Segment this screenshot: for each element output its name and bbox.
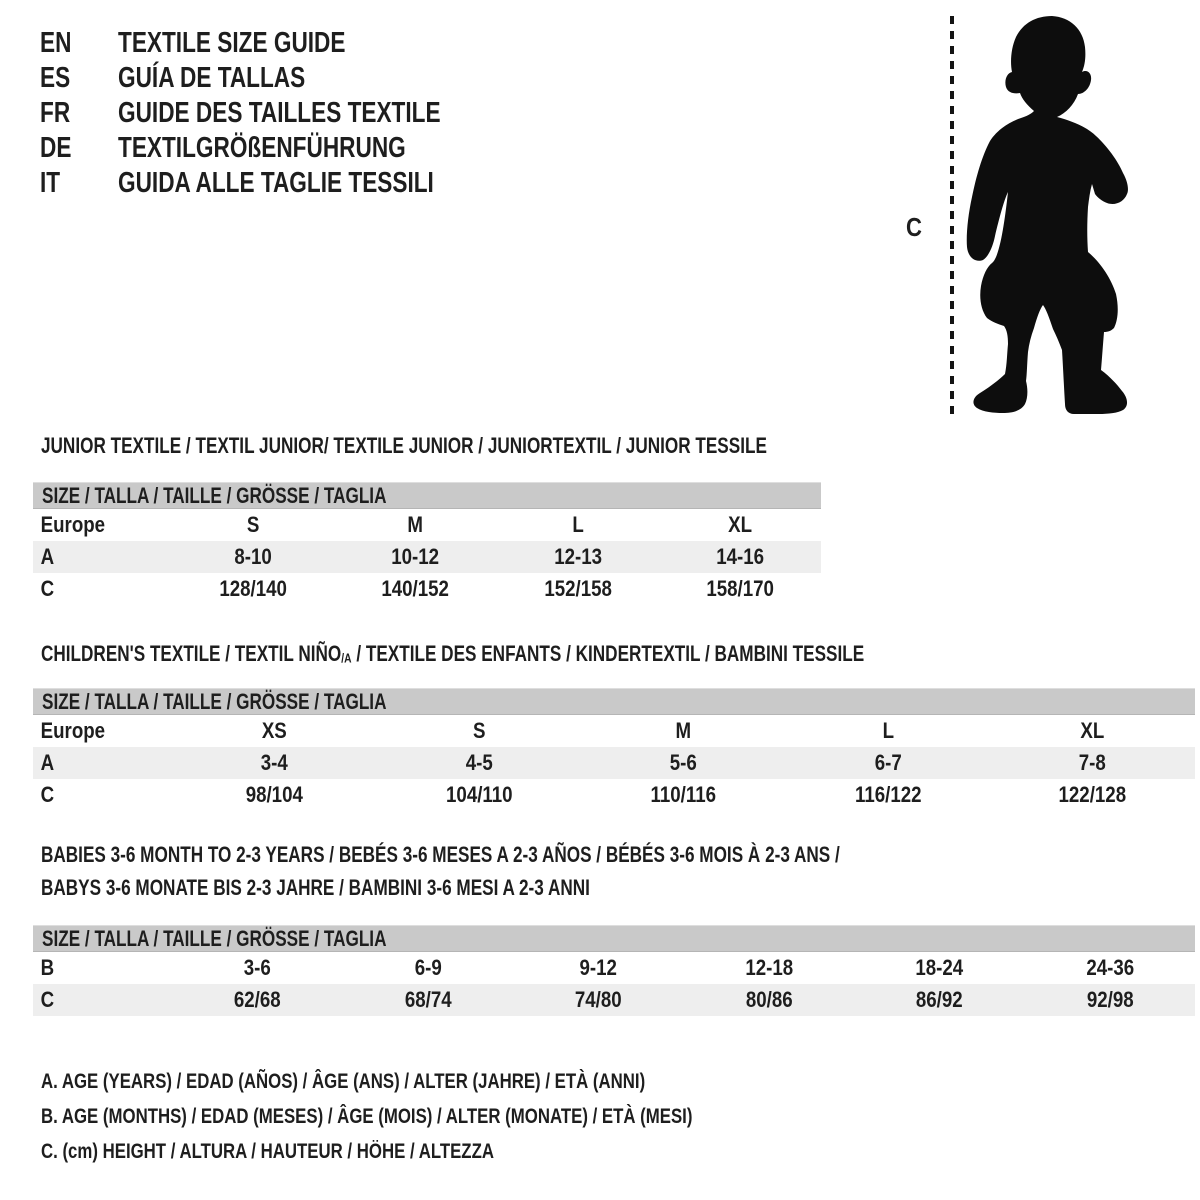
table-body <box>33 715 1195 811</box>
table-cell: 80/86 <box>745 987 793 1012</box>
table-cell: 104/110 <box>445 782 513 807</box>
table-cell: 24-36 <box>1085 955 1134 980</box>
height-measure-dashed-line <box>950 16 954 414</box>
title-subscript: /A <box>341 650 352 666</box>
table-cell: S <box>472 718 486 743</box>
table-cell: 140/152 <box>381 576 450 601</box>
table-cell: 4-5 <box>465 750 493 775</box>
table-cell: L <box>571 512 584 537</box>
table-cell: 6-9 <box>414 955 442 980</box>
table-cell: 12-18 <box>744 955 793 980</box>
row-label: Europe <box>40 718 106 743</box>
children-section-title <box>41 642 1096 671</box>
table-cell: 7-8 <box>1079 750 1107 775</box>
babies-section-title-line2 <box>41 876 745 900</box>
language-code: EN <box>40 27 72 59</box>
legend-text: B. AGE (MONTHS) / EDAD (MESES) / ÂGE (MOIS) / ALTER (MONATE) / ETÀ (MESI) <box>41 1105 693 1128</box>
table-cell: 3-4 <box>260 750 288 775</box>
table-cell: 6-7 <box>874 750 902 775</box>
row-label: A <box>40 750 55 775</box>
table-cell: 98/104 <box>245 782 303 807</box>
table-cell: 12-13 <box>553 544 602 569</box>
table-row <box>33 747 1195 779</box>
table-cell: 14-16 <box>715 544 764 569</box>
row-label: C <box>40 576 55 601</box>
table-cell: 152/158 <box>543 576 612 601</box>
height-c-label: C <box>906 212 922 242</box>
section-title-text <box>41 642 864 671</box>
toddler-silhouette-icon <box>956 14 1138 420</box>
language-title-list <box>40 26 532 201</box>
language-row <box>40 131 532 166</box>
table-cell: 10-12 <box>391 544 440 569</box>
row-label: Europe <box>40 512 106 537</box>
table-cell: XS <box>261 718 287 743</box>
table-body <box>33 952 1195 1016</box>
table-cell: L <box>882 718 894 743</box>
junior-size-table <box>33 482 821 605</box>
table-cell: 158/170 <box>706 576 774 601</box>
table-row <box>33 779 1195 811</box>
table-row <box>33 573 821 605</box>
language-title: GUIDA ALLE TAGLIE TESSILI <box>118 167 434 199</box>
table-cell: 3-6 <box>243 955 271 980</box>
table-cell: 86/92 <box>915 987 963 1012</box>
table-cell: 68/74 <box>404 987 452 1012</box>
junior-section-title <box>41 434 972 458</box>
babies-size-table <box>33 925 1195 1016</box>
row-label: C <box>40 782 55 807</box>
size-header-bar <box>33 688 1195 715</box>
table-row <box>33 715 1195 747</box>
table-body <box>33 509 821 605</box>
table-cell: 18-24 <box>915 955 964 980</box>
table-cell: 128/140 <box>219 576 287 601</box>
size-header-text: SIZE / TALLA / TAILLE / GRÖSSE / TAGLIA <box>42 925 387 951</box>
table-cell: XL <box>1080 718 1105 743</box>
table-cell: XL <box>727 512 752 537</box>
language-code: DE <box>40 132 72 164</box>
language-title: TEXTILE SIZE GUIDE <box>118 27 346 59</box>
language-row <box>40 26 532 61</box>
row-label: C <box>40 987 55 1012</box>
language-code: ES <box>40 62 71 94</box>
title-part: / TEXTILE DES ENFANTS / KINDERTEXTIL / BAMBINI TESSILE <box>351 641 865 666</box>
language-row <box>40 96 532 131</box>
legend-line-a <box>41 1070 796 1094</box>
babies-section-title-line1 <box>41 843 1065 867</box>
language-row <box>40 166 532 201</box>
table-cell: 92/98 <box>1086 987 1134 1012</box>
language-title: GUIDE DES TAILLES TEXTILE <box>118 97 441 129</box>
height-figure <box>890 0 1200 430</box>
title-part: CHILDREN'S TEXTILE / TEXTIL NIÑO <box>41 641 342 666</box>
legend-line-b <box>41 1105 855 1129</box>
language-title: GUÍA DE TALLAS <box>118 62 306 94</box>
size-header-text: SIZE / TALLA / TAILLE / GRÖSSE / TAGLIA <box>42 482 387 508</box>
table-cell: M <box>675 718 692 743</box>
legend-text: A. AGE (YEARS) / EDAD (AÑOS) / ÂGE (ANS) / ALTER (JAHRE) / ETÀ (ANNI) <box>41 1070 646 1093</box>
size-header-text: SIZE / TALLA / TAILLE / GRÖSSE / TAGLIA <box>42 688 387 714</box>
table-cell: S <box>246 512 260 537</box>
table-cell: 74/80 <box>574 987 622 1012</box>
table-cell: 62/68 <box>233 987 281 1012</box>
table-row <box>33 952 1195 984</box>
section-title-text: BABIES 3-6 MONTH TO 2-3 YEARS / BEBÉS 3-6 MESES A 2-3 AÑOS / BÉBÉS 3-6 MOIS À 2-3 ANS / <box>41 842 840 867</box>
language-row <box>40 61 532 96</box>
table-cell: 122/128 <box>1058 782 1127 807</box>
table-row <box>33 541 821 573</box>
section-title-text: BABYS 3-6 MONATE BIS 2-3 JAHRE / BAMBINI 3-6 MESI A 2-3 ANNI <box>41 875 590 900</box>
table-cell: 8-10 <box>234 544 272 569</box>
language-code: IT <box>40 167 61 199</box>
legend-line-c <box>41 1140 607 1164</box>
table-cell: 9-12 <box>579 955 617 980</box>
table-row <box>33 984 1195 1016</box>
table-cell: 5-6 <box>669 750 697 775</box>
size-header-bar <box>33 482 821 509</box>
size-header-bar <box>33 925 1195 952</box>
legend-text: C. (cm) HEIGHT / ALTURA / HAUTEUR / HÖHE / ALTEZZA <box>41 1140 494 1163</box>
children-size-table <box>33 688 1195 811</box>
table-cell: 116/122 <box>854 782 922 807</box>
table-row <box>33 509 821 541</box>
row-label: A <box>40 544 55 569</box>
row-label: B <box>40 955 55 980</box>
language-code: FR <box>40 97 71 129</box>
table-cell: 110/116 <box>650 782 717 807</box>
section-title-text: JUNIOR TEXTILE / TEXTIL JUNIOR/ TEXTILE JUNIOR / JUNIORTEXTIL / JUNIOR TESSILE <box>41 433 767 458</box>
table-cell: M <box>407 512 424 537</box>
language-title: TEXTILGRÖßENFÜHRUNG <box>118 132 406 164</box>
